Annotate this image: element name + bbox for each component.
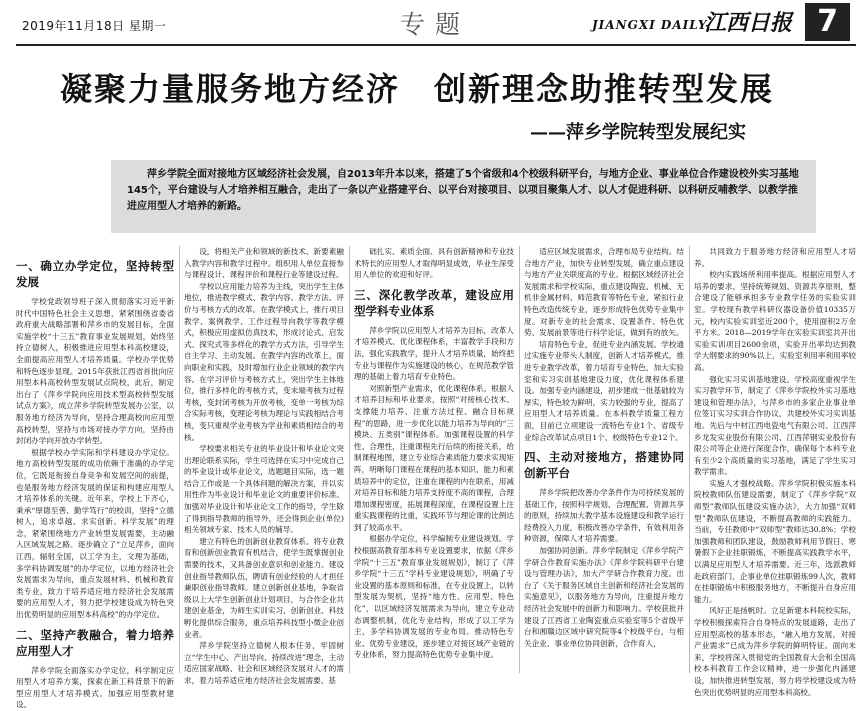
section-heading: 二、坚持产教融合，着力培养应用型人才 [16,627,174,658]
article-columns [16,246,856,710]
body-paragraph: 校内实践场所利用率提高。根据应用型人才培养的要求，坚持统筹规划、资源共享原则，整合建设了能够承担多专业教学任务的实验实训室。学校现有教学科研仪器设备价值10335万元，校内实验实训室近200个，使用面积2万余平方米。2018—2019学年在实验实训室共开出实验实训项目2600余项，实验开出率均达到教学大纲要求的90%以上，实验室利用率利用率较高。 [694,270,856,372]
body-paragraph: 风好正是扬帆时。立足新建本科院校实际，学校积极探索符合自身特点的发展道路，走出了应用型高校的基本形态，“融入地方发展，对接产业需求”已成为萍乡学院的鲜明特征。面向未来，学校将深入贯彻党的全国教育大会和全国高校本科教育工作会议精神，进一步强化内涵建设，加快推进转型发展，努力将学校建设成为特色突出优势明显的应用型本科高校。 [694,606,856,697]
article-abstract: 萍乡学院全面对接地方区域经济社会发展，自2013年升本以来，搭建了5个省级和4个校级科研平台，与地方企业、事业单位合作建设校外实习基地145个，平台建设与人才培养相互融合，走出了一条以产业搭建平台、以平台对接项目、以项目聚集人才、以人才促进科研、以科研反哺教学、以教学推进应用型人才培养的新路。 [111,160,816,233]
body-paragraph: 根据学校办学实际和学科建设办学定位。地方高校转型发展的成功依赖于准确的办学定位，它既是衔接自身竞争和发展空间的前提，也是服务地方经济发展的保证和构建应用型人才培养体系的关键。近年来，学校上下齐心，秉承“厚德至善、勤学笃行”的校训，坚持“立德树人，追求卓越、求实创新、科学发展”的理念，紧紧围绕地方产业转型发展需要，主动融入区域发展之路。逐步确立了“立足萍乡，面向江西，辐射全国，以工学为主，文理为基础，多学科协调发展”的办学定位，以地方经济社会发展需求为导向，重点发展材料、机械和教育类专业，致力于培养适应地方经济社会发展需要的应用型人才，努力把学校建设成为特色突出优势明显的应用型本科高校”的办学定位。 [16,447,174,620]
subheadline: ——萍乡学院转型发展纪实 [530,122,746,143]
column-3 [354,246,514,673]
column-divider [179,246,180,673]
body-paragraph: 学校以应用能力培养为主线，突出学生主体地位，推进教学模式、教学内容、教学方法、评价与考核方式的改革。在教学模式上，推行项目教学、案例教学、工作过程导向教学等教学模式，积极应用虚拟仿真技术，形成讨论式、启发式、探究式等多样化的教学方式方法，引导学生自主学习、主动发展。在教学内容的改革上，面向职业和实践，及时增加行业企业领域的教学内容。在学习评价与考核方式上，突出学生主体地位，推行多样化的考核方式，变未端考核为过程考核，变封闭考核为开放考核，变单一考核为综合实际考核，变理论考核为理论与实践相结合考核，变只重视学业考核为学业和素质相结合的考核。 [184,281,344,442]
column-2 [184,246,344,685]
body-paragraph: 建立有特色的创新创业教育体系。将专业教育和创新创业教育有机结合，使学生既掌握创业需要的技术，又具备创业意识和创业能力。建设创业指导教师队伍，聘请有创业经验的人才担任兼职创业指导教师。建立创新创业基地，争取省级以上大学生创新创业计划项目，与合作企业共建创业基金，为师生实训实习、创新创业、科技孵化提供综合服务，重点培养科技型小微企业创业者。 [184,536,344,639]
body-paragraph: 础扎实、素质全面、具有创新精神和专业技术特长的应用型人才取得明显成效，毕业生深受用人单位的欢迎和好评。 [354,247,514,280]
column-4 [524,246,684,673]
body-paragraph: 学校党政领导班子深入贯彻落实习近平新时代中国特色社会主义思想，紧紧围绕省委省政府重大战略部署和萍乡市的发展目标，全面实施学校“十三五”教育事业发展规划，始终坚持立德树人，积极推进应用型本科高校建设，全面提高应用型人才培养质量。学校办学优势和特色逐步显现。2015年获批江西省首批向应用型本科高校转型发展试点院校，此后，制定出台了《萍乡学院向应用技术型高校转型发展试点方案》，成立萍乡学院转型发展办公室，以服务地方经济为导向，坚持合理高校向应用型高校转型，坚持与市场对接办学方向，坚持由封闭办学向开放办学转型。 [16,297,174,446]
body-paragraph: 共同致力于服务地方经济和应用型人才培养。 [694,247,856,268]
section-title: 专题 [400,10,471,39]
masthead [0,0,868,44]
body-paragraph: 设，将相关产业和领域的新技术、新要素融入教学内容和教学过程中。组织用人单位直接参与课程设计、课程评价和课程行业等建设过程。 [184,247,344,280]
body-paragraph: 萍乡学院坚持立德树人根本任务，牢固树立“学生中心、产出导向、持续改进”理念，主动适应国家战略、社会和区域经济发展对人才的需求，着力培养适应地方经济社会发展需要、基 [184,641,344,685]
paper-name-english: JIANGXI DAILY [592,18,708,32]
body-paragraph: 萍乡学院把改善办学条件作为可持续发展的基础工作，按照科学规划、合理配置、资源共享的原则，持续加大教学基本设施建设和教学运行经费投入力度，积极改善办学条件，有效利用各种资源，保障人才培养需要。 [524,488,684,544]
body-paragraph: 对照新型产业需求，优化课程体系。根据人才培养目标和毕业要求，按照“对接核心技术、支撑能力培养、注重方法过程、融合目标规程”的思路，进一步优化以能力培养为导向的“三模块、五类别”课程体系。加强课程设置的科学性、合理性，注重课程先行后续的衔接关系，给制课程地图，建立专业综合素质能力要求实现矩阵，明晰每门课程在课程的基本知识、能力和素质培养中的定位，注重在课程的内在联系，用减对培养目标和能力培养支持度不高的课程，合理增加课程密度，拓展课程深度，在课程设置上注重实践课程的比重，实践环节与理论课的比例达到了较高水平。 [354,383,514,532]
section-heading: 四、主动对接地方，搭建协同创新平台 [524,450,684,481]
body-paragraph: 适应区域发展需求，合理布局专业结构。结合地方产业，加快专业转型发展，确立重点建设与地方产业关联度高的专业。根据区域经济社会发展需求和学校实际，重点建设陶瓷、机械、无机非金属材料、师范教育等特色专业，紧扣行业特色改造传统专业，逐步形成特色优势专业集中度。对新专业的社会需求、设置条件、特色优势、发展前景等进行科学论证，做到有的放矢。 [524,247,684,338]
page-number: 7 [805,3,850,41]
headline: 凝聚力量服务地方经济 创新理念助推转型发展 [60,70,775,108]
body-paragraph: 加强协同创新。萍乡学院制定《萍乡学院产学研合作教育实施办法》《萍乡学院科研平台建设与管理办法》，加大产学研合作教育力度。出台了《关于服务区域自主创新和经济社会发展的实施意见》，以服务地方为导向，注重提升地方经济社会发展中的创新力和影响力。学校获批并建设了江西省工业陶瓷重点实验室等5个省级平台和湘赣边区域中研究院等4个校级平台，与相关企业、事业单位协同创新，合作育人， [524,546,684,648]
masthead-rule [16,44,856,46]
body-paragraph: 强化实习实训基地建设。学校高度重视学生实习教学环节，制定了《萍乡学院校外实习基地建设和管理办法》，与萍乡市的多家企业事业单位签订实习实训合作协议，共建校外实习实训基地。先后与中材江西电瓷电气有限公司、江西萍乡龙发实业股份有限公司、江西萍钢实业股份有限公司等企业进行深度合作，确保每个本科专业有至少2个高质量的实习基地，满足了学生实习教学需求。 [694,374,856,477]
column-divider [349,246,350,673]
paper-name-chinese: 江西日报 [704,10,793,36]
body-paragraph: 培育特色专业，促进专业内涵发展。学校通过实施专业带头人制度，创新人才培养模式，推进专业教学改革，着力培育专业特色，加大实验室和实习实训基地建设力度，优化课程体系建设。加强专业内涵建设，初步建成一批基础较为厚实，特色较为鲜明，实力较强的专业，提高了应用型人才培养质量。在本科教学质量工程方面，目前已立项建设一流特色专业1个、省级专业综合改革试点项目1个、校级特色专业12个。 [524,339,684,442]
body-paragraph: 萍乡学院以应用型人才培养为目标，改革人才培养模式、优化课程体系，丰富教学手段和方法，强化实践教学，提升人才培养质量，始终把专业与课程作为实施建设的核心，在规范教学管理的基础上着力培育专业特色。 [354,325,514,382]
body-paragraph: 萍乡学院全面落实办学定位，科学制定应用型人才培养方案，探索在新工科背景下的新型应用型人才培养模式。加强应用型教材建设。 [16,665,174,710]
section-heading: 三、深化教学改革，建设应用型学科专业体系 [354,287,514,318]
body-paragraph: 实施人才强校战略。萍乡学院积极实施本科院校教师队伍建设需要，制定了《萍乡学院“双师型”教师队伍建设实施办法》，大力加强“双师型”教师队伍建设，不断提高教师的实践能力。当前，专任教师中“双师型”教师达30.8%；学校加强教师和团队建设，鼓励教师利用节假日、寒暑假下企业挂职锻炼，不断提高实践教学水平，以满足应用型人才培养需要。近三年，选派教师赴政府部门、企事业单位挂职锻炼99人次，教师在挂职锻炼中积极服务地方，不断提升自身应用能力。 [694,478,856,604]
body-paragraph: 根据办学定位，科学编制专业建设规划。学校根据高教育部本科专业设置要求，依据《萍乡学院“十三五”教育事业发展规划》，制订了《萍乡学院“十三五”学科专业建设规划》，明确了专业设置的基本原则和标准，在专业设置上，以转型发展为契机，坚持“地方性、应用型、特色化”，以区域经济发展需求为导向，建立专业动态调整机制，优化专业结构，形成了以工学为主，多学科协调发展的专业布局。推动特色专业、优势专业建设，逐步建立对接区域产业链的专业体系，努力提高特色优势专业集中度。 [354,534,514,660]
column-1 [16,246,174,710]
column-5 [694,246,856,697]
body-paragraph: 学校要求相关专业的毕业设计和毕业论文突出理论联系实际，学生可选择在实习中完成自己的毕业设计或毕业论文，选题题目实际，选一题结合工作或是一个具体问题的解决方案，并以实用性作为毕业设计和毕业论文的重要评价标准。加强对毕业设计和毕业论文工作的指导，学生除了得到指导教师的指导外，还会得到企业(单位)相关领域专家、技术人员的辅导。 [184,444,344,535]
column-divider [689,246,690,673]
column-divider [519,246,520,673]
issue-date: 2019年11月18日 星期一 [22,19,167,33]
section-heading: 一、确立办学定位，坚持转型发展 [16,259,174,289]
